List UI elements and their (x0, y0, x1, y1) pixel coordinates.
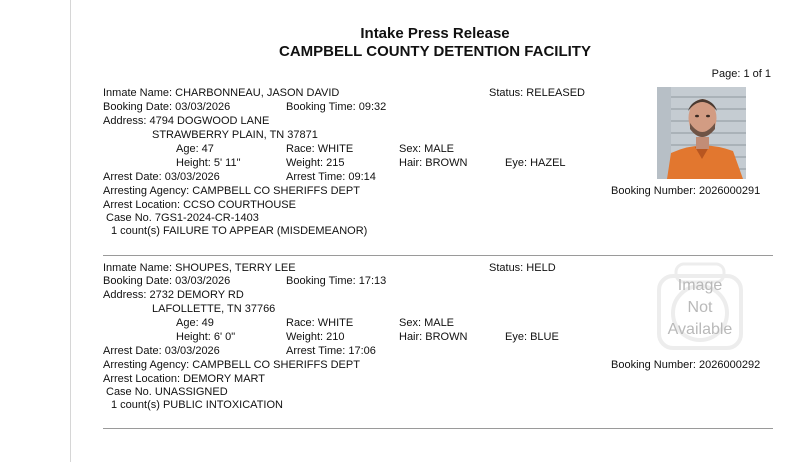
facility-name: CAMPBELL COUNTY DETENTION FACILITY (279, 43, 591, 60)
arresting-agency: Arresting Agency: CAMPBELL CO SHERIFFS DEPT (103, 185, 360, 197)
weight: Weight: 210 (286, 331, 345, 343)
eye: Eye: HAZEL (505, 157, 566, 169)
eye: Eye: BLUE (505, 331, 559, 343)
hair: Hair: BROWN (399, 157, 468, 169)
document-title: Intake Press Release (360, 25, 510, 42)
inmate-status: Status: HELD (489, 262, 556, 274)
booking-number: Booking Number: 2026000291 (611, 185, 761, 197)
booking-date: Booking Date: 03/03/2026 (103, 275, 231, 287)
address: Address: 4794 DOGWOOD LANE (103, 115, 270, 127)
image-not-available-placeholder (655, 262, 745, 352)
arrest-time: Arrest Time: 17:06 (286, 345, 376, 357)
left-margin-rule (70, 0, 71, 462)
arresting-agency: Arresting Agency: CAMPBELL CO SHERIFFS DEPT (103, 359, 360, 371)
inmate-name: Inmate Name: CHARBONNEAU, JASON DAVID (103, 87, 340, 99)
race: Race: WHITE (286, 317, 354, 329)
address-city: LAFOLLETTE, TN 37766 (152, 303, 276, 315)
placeholder-text-line-1: Image (677, 277, 723, 294)
inmate-status: Status: RELEASED (489, 87, 585, 99)
charge: 1 count(s) PUBLIC INTOXICATION (111, 399, 283, 411)
charge: 1 count(s) FAILURE TO APPEAR (MISDEMEANOR) (111, 225, 368, 237)
race: Race: WHITE (286, 143, 354, 155)
arrest-time: Arrest Time: 09:14 (286, 171, 376, 183)
placeholder-text-line-3: Available (667, 321, 733, 338)
weight: Weight: 215 (286, 157, 345, 169)
address-city: STRAWBERRY PLAIN, TN 37871 (152, 129, 318, 141)
inmate-name: Inmate Name: SHOUPES, TERRY LEE (103, 262, 296, 274)
address: Address: 2732 DEMORY RD (103, 289, 244, 301)
booking-time: Booking Time: 17:13 (286, 275, 387, 287)
age: Age: 49 (176, 317, 214, 329)
sex: Sex: MALE (399, 143, 455, 155)
hair: Hair: BROWN (399, 331, 468, 343)
case-number: Case No. 7GS1-2024-CR-1403 (106, 212, 259, 224)
age: Age: 47 (176, 143, 214, 155)
arrest-date: Arrest Date: 03/03/2026 (103, 171, 220, 183)
page-number: Page: 1 of 1 (711, 68, 771, 80)
booking-number: Booking Number: 2026000292 (611, 359, 761, 371)
booking-date: Booking Date: 03/03/2026 (103, 101, 231, 113)
height: Height: 6' 0" (176, 331, 236, 343)
booking-time: Booking Time: 09:32 (286, 101, 387, 113)
height: Height: 5' 11" (176, 157, 241, 169)
arrest-location: Arrest Location: CCSO COURTHOUSE (103, 199, 296, 211)
case-number: Case No. UNASSIGNED (106, 386, 228, 398)
sex: Sex: MALE (399, 317, 455, 329)
arrest-location: Arrest Location: DEMORY MART (103, 373, 265, 385)
mugshot-photo (657, 87, 746, 179)
placeholder-text-line-2: Not (687, 299, 713, 316)
record-separator (103, 428, 773, 429)
record-separator (103, 255, 773, 256)
arrest-date: Arrest Date: 03/03/2026 (103, 345, 220, 357)
